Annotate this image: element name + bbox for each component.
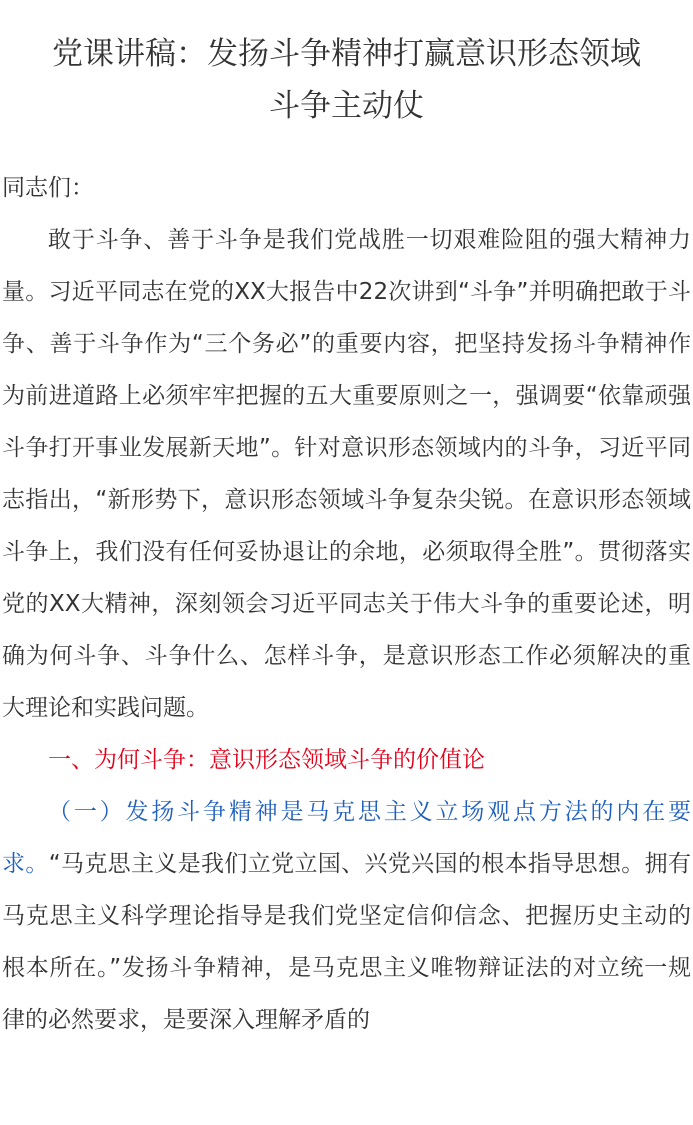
salutation: 同志们： [2,175,94,201]
article-body [2,162,691,1046]
title-line-1: 党课讲稿：发扬斗争精神打赢意识形态领域 [52,36,641,72]
subsection-heading: （一）发扬斗争精神是马克思主义立场观点方法的内在要求。 [2,799,691,877]
section-heading: 一、为何斗争：意识形态领域斗争的价值论 [48,747,485,773]
title-line-2: 斗争主动仗 [269,88,424,124]
subsection-paragraph [2,786,691,1046]
intro-paragraph: 敢于斗争、善于斗争是我们党战胜一切艰难险阻的强大精神力量。习近平同志在党的XX大报告中22次讲到“斗争”并明确把敢于斗争、善于斗争作为“三个务必”的重要内容，把坚持发扬斗争精神作为前进道路上必须牢牢把握的五大重要原则之一，强调要“依靠顽强斗争打开事业发展新天地”。针对意识形态领域内的斗争，习近平同志指出，“新形势下，意识形态领域斗争复杂尖锐。在意识形态领域斗争上，我们没有任何妥协退让的余地，必须取得全胜”。贯彻落实党的XX大精神，深刻领会习近平同志关于伟大斗争的重要论述，明确为何斗争、斗争什么、怎样斗争，是意识形态工作必须解决的重大理论和实践问题。 [2,227,691,721]
article [0,28,693,1125]
page-title [2,28,691,132]
subsection-text: “马克思主义是我们立党立国、兴党兴国的根本指导思想。拥有马克思主义科学理论指导是我们党坚定信仰信念、把握历史主动的根本所在。”发扬斗争精神，是马克思主义唯物辩证法的对立统一规律的必然要求，是要深入理解矛盾的 [2,851,692,1033]
